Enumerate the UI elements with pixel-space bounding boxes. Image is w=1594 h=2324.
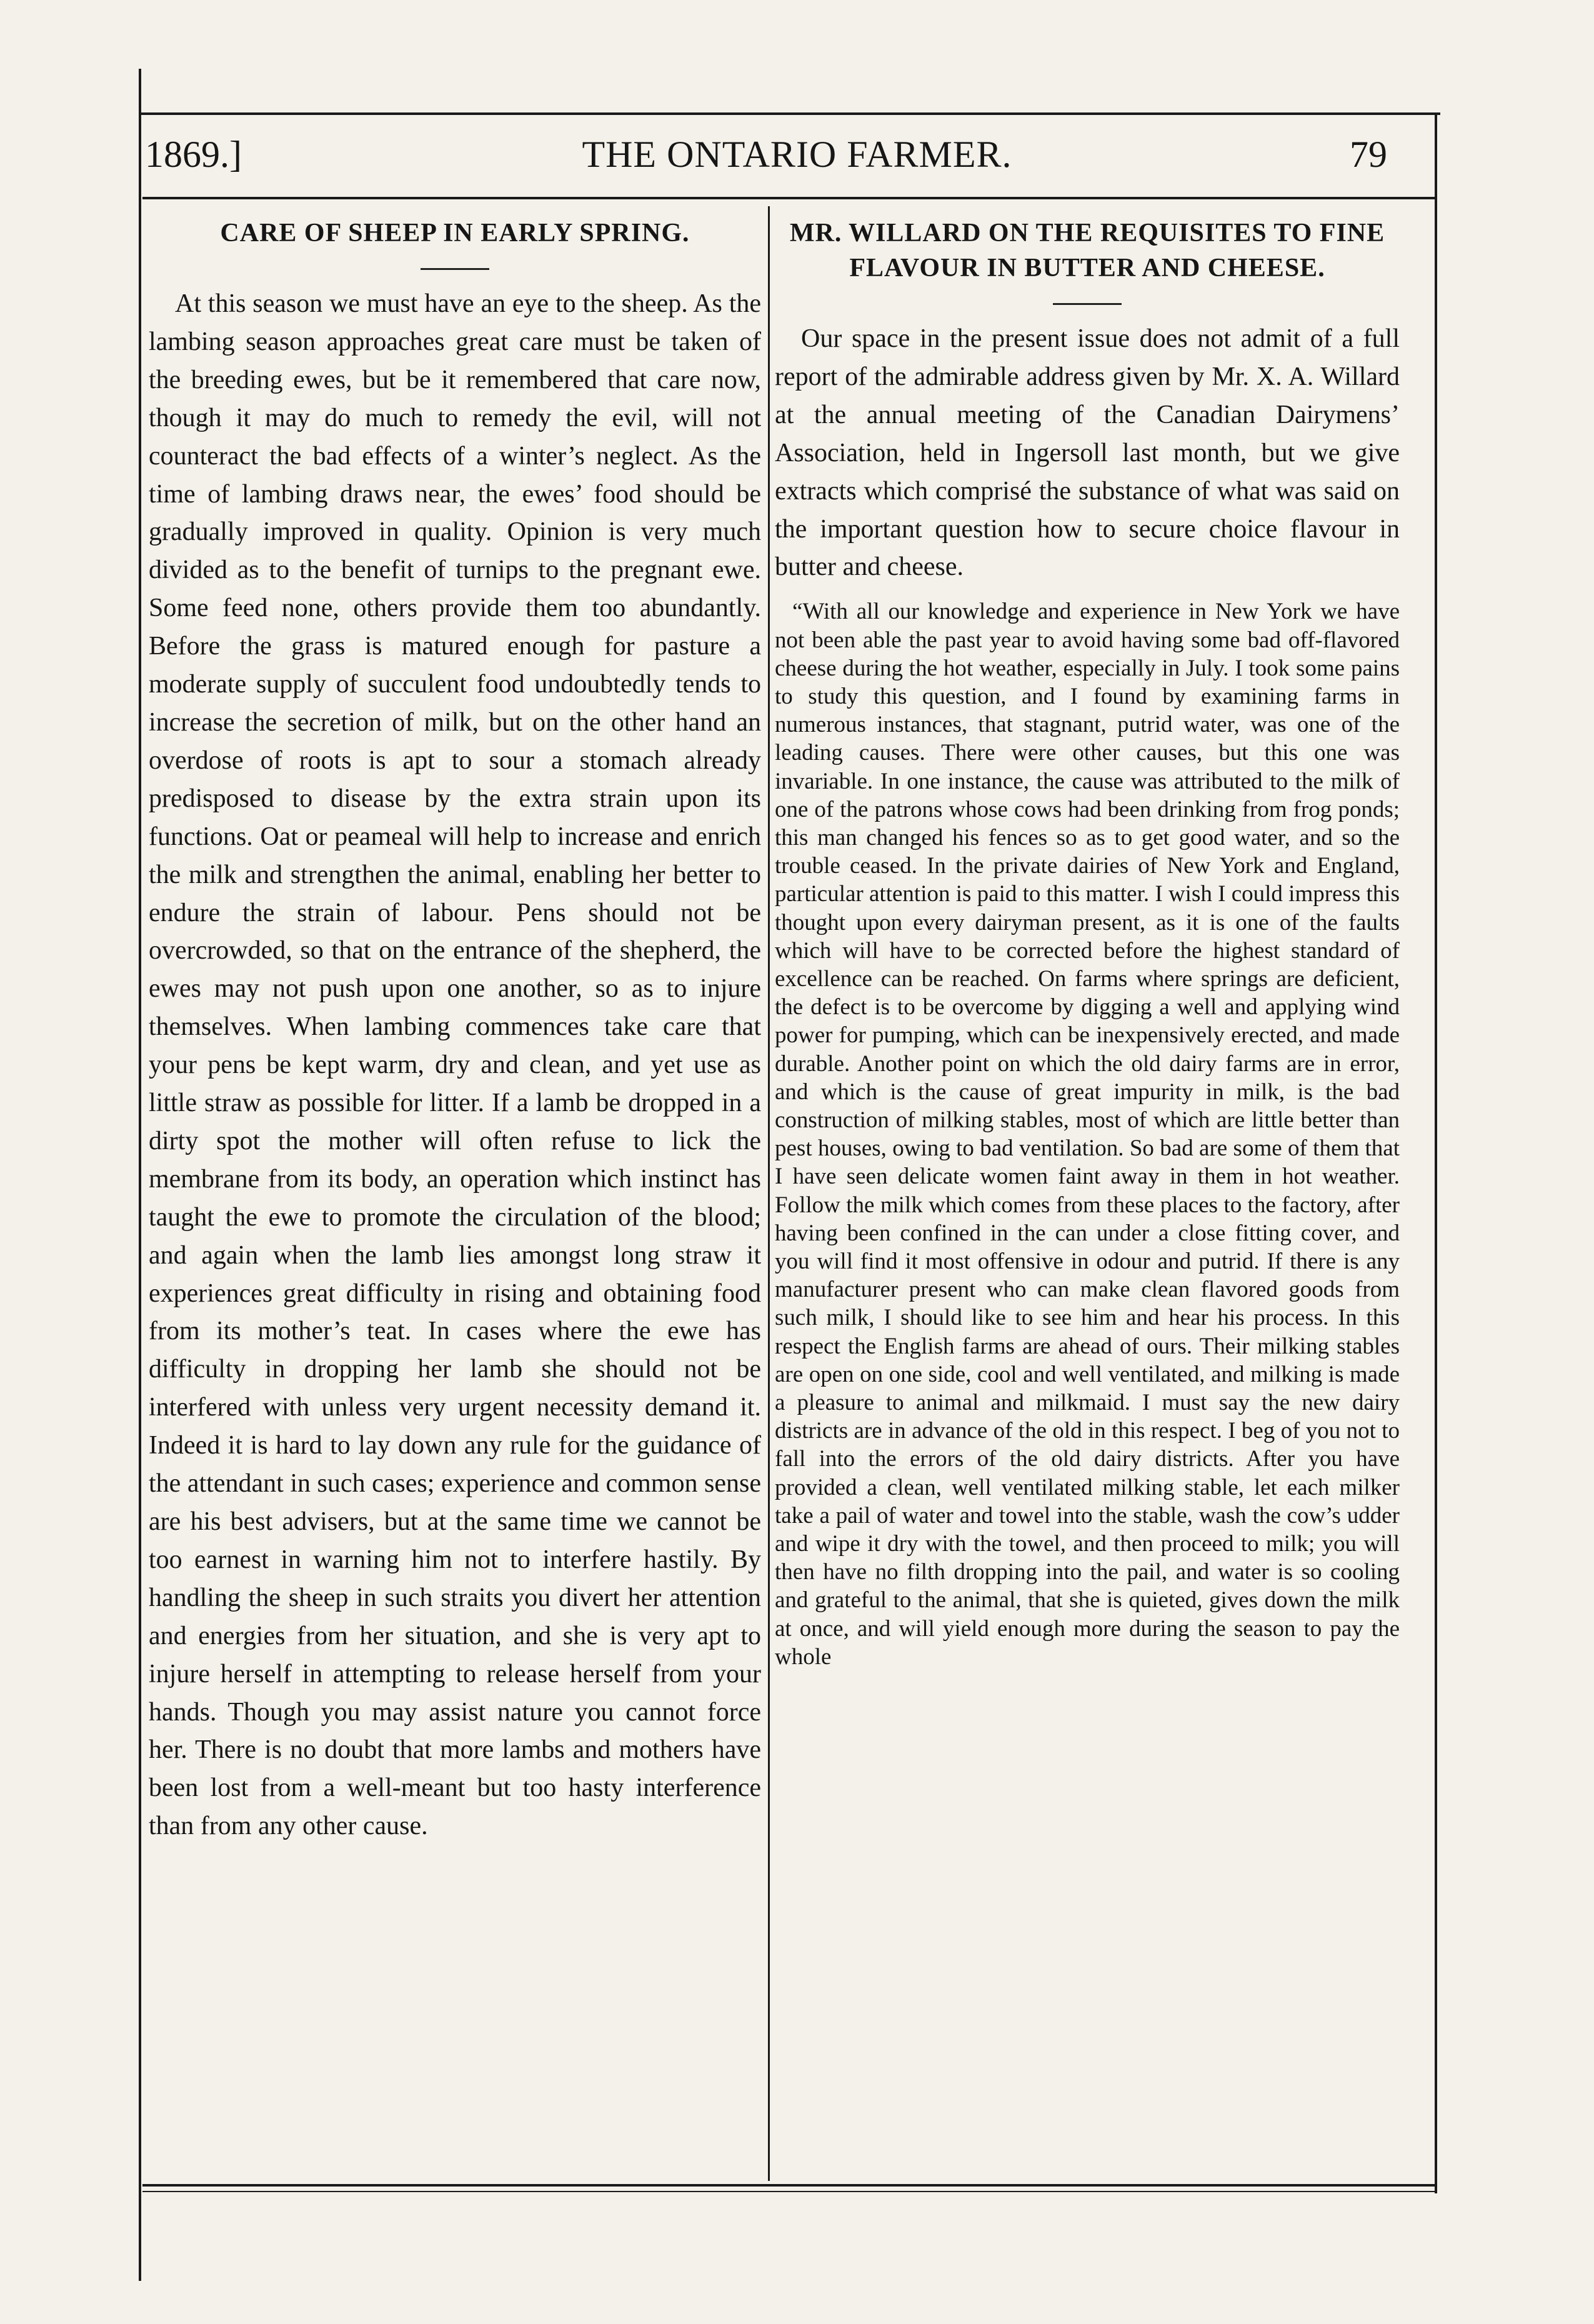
page-number: 79: [1350, 134, 1387, 175]
headline-rule: [421, 268, 489, 270]
header-date: 1869.]: [145, 134, 242, 175]
article-headline: CARE OF SHEEP IN EARLY SPRING.: [220, 219, 690, 247]
article-headline: MR. WILLARD ON THE REQUISITES TO FINE FLAVOUR IN BUTTER AND CHEESE.: [789, 219, 1385, 282]
bottom-rule: [142, 2184, 1436, 2187]
header-underline: [142, 197, 1436, 199]
top-border-rule: [141, 112, 1440, 115]
column-divider: [768, 206, 770, 2181]
left-article: [149, 216, 761, 1845]
bottom-rule-double: [142, 2191, 1436, 2192]
left-border-rule: [139, 69, 141, 2281]
headline-rule: [1053, 303, 1122, 305]
right-article: [775, 216, 1400, 1671]
article-quote: “With all our knowledge and experience in New York we have not been able the past year to avoid having some bad off-flavored cheese during the hot weather, especially in July. I took some pains to study this question, and I found by examining farms in numerous instances, that stagnant, putrid water, was one of the leading causes. There were other causes, but this one was invariable. In one instance, the cause was attributed to the milk of one of the patrons whose cows had been drinking from frog ponds; this man changed his fences so as to get good water, and so the trouble ceased. In the private dairies of New York and England, particular attention is paid to this matter. I wish I could impress this thought upon every dairyman present, as it is one of the faults which will have to be corrected before the highest standard of excellence can be reached. On farms where springs are deficient, the defect is to be overcome by digging a well and applying wind power for pumping, which can be inexpensively erected, and made durable. Another point on which the old dairy farms are in error, and which is the cause of great impurity in milk, is the bad construction of milking stables, most of which are little better than pest houses, owing to bad ventilation. So bad are some of them that I have seen delicate women faint away in them in hot weather. Follow the milk which comes from these places to the factory, after having been confined in the can under a close fitting cover, and you will find it most offensive in odour and putrid. If there is any manufacturer present who can make clean flavored goods from such milk, I should like to see him and hear his process. In this respect the English farms are ahead of ours. Their milking stables are open on one side, cool and well ventilated, and milking is made a pleasure to animal and milkmaid. I must say the new dairy districts are in advance of the old in this respect. I beg of you not to fall into the errors of the old dairy districts. After you have provided a clean, well ventilated milking stable, let each milker take a pail of water and towel into the stable, wash the cow’s udder and wipe it dry with the towel, and then proceed to milk; you will then have no filth dropping into the pail, and water is so cooling and grateful to the animal, that she is quieted, gives down the milk at once, and will yield enough more during the season to pay the whole: [775, 599, 1400, 1670]
article-intro: Our space in the present issue does not admit of a full report of the admirable address given by Mr. X. A. Willard at the annual meeting of the Canadian Dairymens’ Association, held in Ingersoll last month, but we give extracts which comprisé the substance of what was said on the important question how to secure choice flavour in butter and cheese.: [775, 324, 1400, 582]
article-body: At this season we must have an eye to the sheep. As the lambing season approaches great care must be taken of the breeding ewes, but be it remembered that care now, though it may do much to remedy the evil, will not counteract the bad effects of a winter’s neglect. As the time of lambing draws near, the ewes’ food should be gradually improved in quality. Opinion is very much divided as to the benefit of turnips to the pregnant ewe. Some feed none, others provide them too abundantly. Before the grass is matured enough for pasture a moderate supply of succulent food undoubtedly tends to increase the secretion of milk, but on the other hand an overdose of roots is apt to sour a stomach already predisposed to disease by the extra strain upon its functions. Oat or peameal will help to increase and enrich the milk and strengthen the animal, enabling her better to endure the strain of labour. Pens should not be overcrowded, so that on the entrance of the shepherd, the ewes may not push upon one another, so as to injure themselves. When lambing commences take care that your pens be kept warm, dry and clean, and yet use as little straw as possible for litter. If a lamb be dropped in a dirty spot the mother will often refuse to lick the membrane from its body, an operation which instinct has taught the ewe to promote the circulation of the blood; and again when the lamb lies amongst long straw it experiences great difficulty in rising and obtaining food from its mother’s teat. In cases where the ewe has difficulty in dropping her lamb she should not be interfered with unless very urgent necessity demand it. Indeed it is hard to lay down any rule for the guidance of the attendant in such cases; experience and common sense are his best advisers, but at the same time we cannot be too earnest in warning him not to interfere hastily. By handling the sheep in such straits you divert her attention and energies from her situation, and she is very apt to injure herself in attempting to release herself from your hands. Though you may assist nature you cannot force her. There is no doubt that more lambs and mothers have been lost from a well-meant but too hasty interference than from any other cause.: [149, 289, 761, 1841]
right-border-rule: [1435, 112, 1437, 2193]
running-title: THE ONTARIO FARMER.: [582, 134, 1012, 175]
